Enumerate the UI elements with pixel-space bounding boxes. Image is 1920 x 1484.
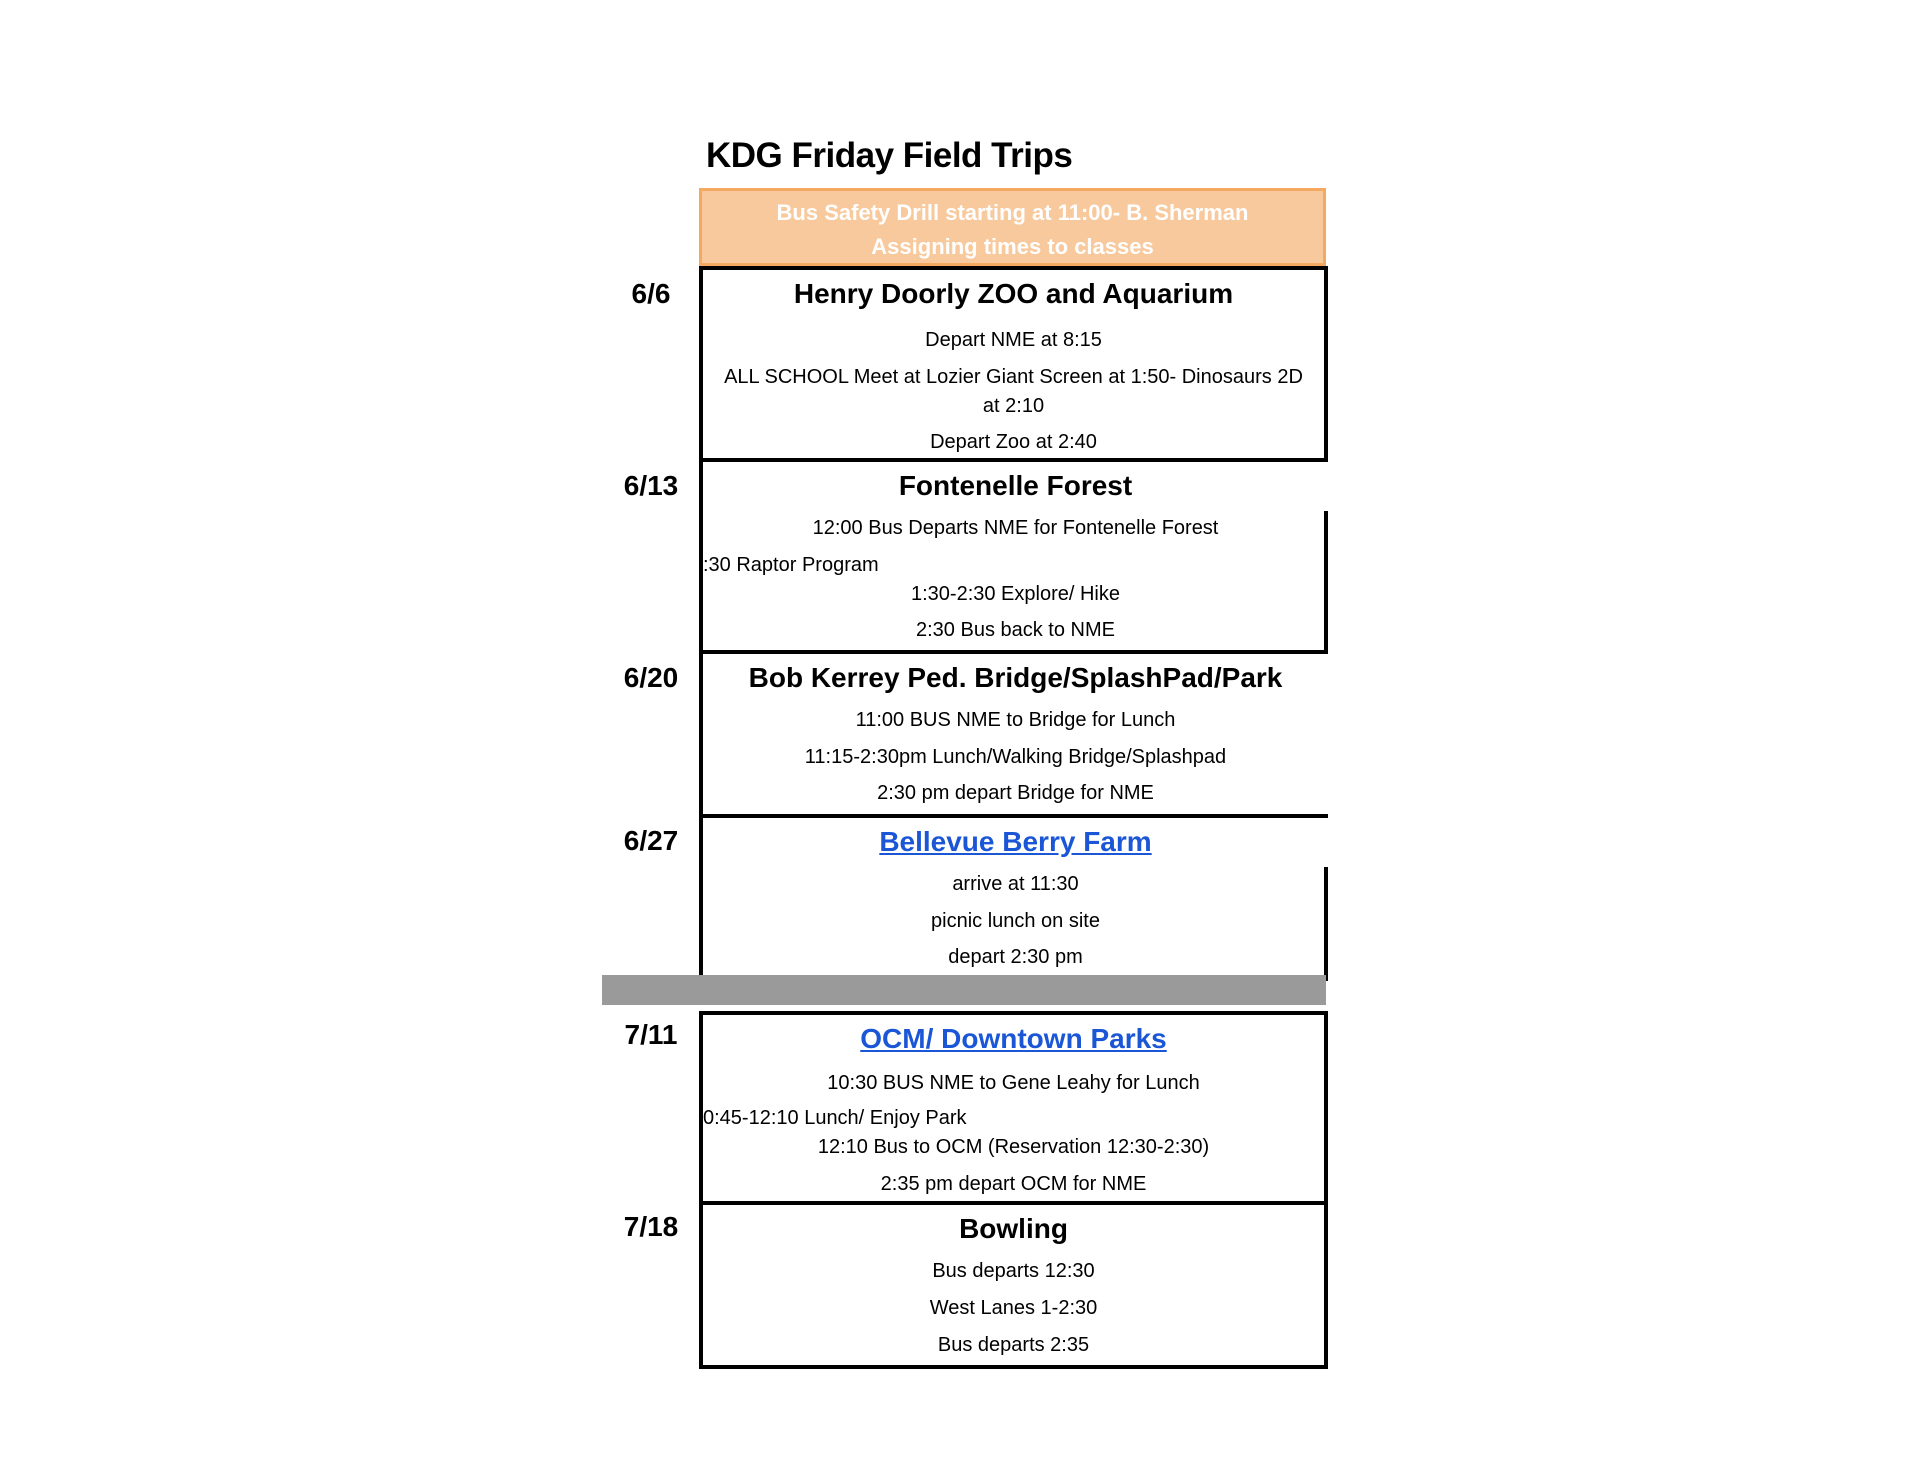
trip-detail: ALL SCHOOL Meet at Lozier Giant Screen at 1:50- Dinosaurs 2D [724, 366, 1303, 388]
trip-name: Bob Kerrey Ped. Bridge/SplashPad/Park [748, 662, 1283, 693]
trip-detail: at 2:10 [982, 395, 1045, 417]
trip-detail: arrive at 11:30 [952, 873, 1079, 895]
trip-detail: picnic lunch on site [931, 910, 1100, 932]
trip-detail: 12:00 Bus Departs NME for Fontenelle Forest [812, 517, 1219, 539]
trip-date: 6/27 [623, 825, 679, 856]
trip-date: 7/18 [623, 1211, 679, 1242]
trip-detail: Depart NME at 8:15 [925, 329, 1102, 351]
banner-line: Assigning times to classes [871, 234, 1154, 259]
trip-detail: 2:35 pm depart OCM for NME [880, 1173, 1147, 1195]
trip-card [699, 1011, 1328, 1205]
trip-card [699, 654, 1328, 818]
box-border [1324, 867, 1328, 981]
trip-detail: 12:10 Bus to OCM (Reservation 12:30-2:30) [817, 1136, 1210, 1158]
trip-date: 6/6 [631, 278, 671, 309]
trip-detail: 1:30-2:30 Explore/ Hike [910, 583, 1120, 605]
trip-detail: 2:30 Bus back to NME [916, 619, 1115, 641]
trip-date: 7/11 [624, 1019, 678, 1050]
trip-detail: 0:45-12:10 Lunch/ Enjoy Park [703, 1107, 967, 1129]
page-title: KDG Friday Field Trips [706, 136, 1073, 175]
trip-detail: 11:15-2:30pm Lunch/Walking Bridge/Splashpad [804, 746, 1227, 768]
trip-detail: 11:00 BUS NME to Bridge for Lunch [855, 709, 1176, 731]
trip-detail: 2:30 pm depart Bridge for NME [877, 782, 1154, 804]
trip-link[interactable]: Bellevue Berry Farm [879, 826, 1152, 857]
trip-date: 6/20 [623, 662, 679, 693]
trip-name: Henry Doorly ZOO and Aquarium [793, 278, 1234, 309]
trip-detail: West Lanes 1-2:30 [929, 1297, 1098, 1319]
summer-break-divider [602, 975, 1326, 1005]
trip-date: 6/13 [623, 470, 679, 501]
trip-detail: :30 Raptor Program [703, 554, 879, 576]
trip-name: Bowling [959, 1213, 1068, 1244]
trip-detail: Bus departs 12:30 [932, 1260, 1095, 1282]
banner-line: Bus Safety Drill starting at 11:00- B. Sherman [776, 200, 1249, 225]
trip-card [699, 462, 1328, 654]
box-border [1324, 511, 1328, 654]
trip-card [699, 1205, 1328, 1369]
trip-detail: Depart Zoo at 2:40 [930, 431, 1097, 453]
trip-detail: Bus departs 2:35 [937, 1334, 1090, 1356]
bus-safety-banner [699, 188, 1326, 266]
trip-detail: 10:30 BUS NME to Gene Leahy for Lunch [827, 1072, 1200, 1094]
trip-card [699, 818, 1328, 981]
trip-detail: depart 2:30 pm [948, 946, 1083, 968]
trip-link[interactable]: OCM/ Downtown Parks [860, 1023, 1167, 1054]
trip-card [699, 266, 1328, 462]
trip-name: Fontenelle Forest [898, 470, 1133, 501]
